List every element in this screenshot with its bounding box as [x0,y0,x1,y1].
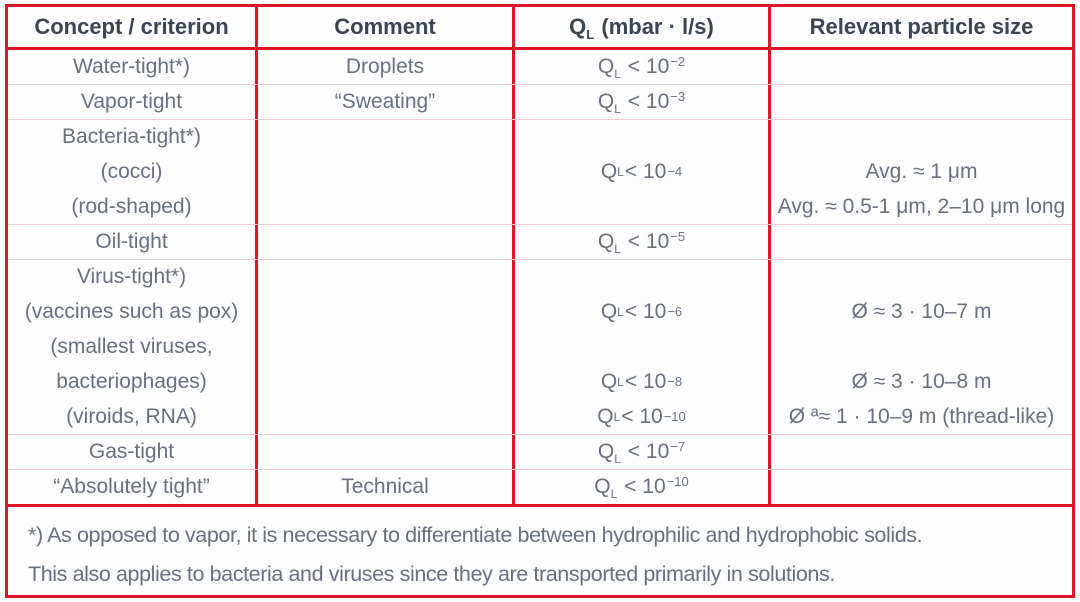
table-row-bacteria-tight [8,120,1072,225]
concept-text: Oil-tight [95,230,168,253]
spacer-line [515,120,768,155]
concept-cell [8,470,258,504]
concept-text: “Absolutely tight” [53,475,210,498]
table-row-absolutely-tight [8,470,1072,504]
leak-rate-value: $Q_L < 10^{-7}$ [597,439,686,466]
concept-text: Vapor-tight [80,90,183,113]
comment-cell [258,225,515,259]
leak-rate-value: Q L < 10 −4 [600,160,683,183]
concept-text: (vaccines such as pox) [24,300,239,323]
concept-lines [8,260,255,434]
particle-size-lines [771,120,1072,224]
table-row-vapor-tight [8,85,1072,120]
comment-text: Technical [341,475,429,498]
header-comment [258,7,515,47]
particle-size-cell [771,120,1072,224]
footnote [8,504,1072,592]
particle-size-text: Ø ≈ 3 · 10–8 m [851,370,992,393]
concept-cell [8,50,258,84]
leak-rate-cell [515,120,771,224]
concept-text: Virus-tight*) [76,265,187,288]
concept-text: Water-tight*) [72,55,191,78]
leak-rate-cell [515,225,771,259]
header-particle-size-label: Relevant particle size [809,14,1034,39]
spacer-line [771,120,1072,155]
particle-size-cell [771,225,1072,259]
comment-cell [258,120,515,224]
concept-text: (cocci) [100,160,163,183]
spacer-line [515,260,768,295]
table-row-water-tight [8,50,1072,85]
leak-rate-value: $Q_L < 10^{-5}$ [597,229,686,256]
comment-text: Droplets [345,55,425,78]
table-header-row [8,7,1072,50]
particle-size-text: Ø ª≈ 1 · 10–9 m (thread-like) [788,405,1055,428]
spacer-line [771,260,1072,295]
particle-size-text: Avg. ≈ 0.5-1 μm, 2–10 μm long [777,195,1066,218]
particle-size-cell [771,435,1072,469]
leak-rate-value: $Q_L < 10^{-10}$ [594,474,689,501]
leak-rate-value: Q L < 10 −6 [600,300,683,323]
comment-cell [258,260,515,434]
concept-lines [8,120,255,224]
leak-rate-value: Q L < 10 −8 [600,370,683,393]
concept-text: (smallest viruses, [50,335,213,358]
leak-rate-table [5,4,1075,598]
particle-size-text: Avg. ≈ 1 μm [865,160,978,183]
spacer-line [515,190,768,225]
concept-text: (viroids, RNA) [66,405,197,428]
leak-rate-cell [515,50,771,84]
header-leak-rate [515,7,771,47]
concept-cell [8,85,258,119]
leak-rate-lines [515,120,768,224]
comment-cell [258,435,515,469]
comment-cell [258,50,515,84]
concept-text: Bacteria-tight*) [62,125,201,148]
concept-text: (rod-shaped) [71,195,192,218]
particle-size-cell [771,50,1072,84]
leak-rate-cell [515,85,771,119]
spacer-line [515,330,768,365]
spacer-line [771,330,1072,365]
particle-size-text: Ø ≈ 3 · 10–7 m [851,300,992,323]
header-comment-label: Comment [334,14,436,39]
leak-rate-cell [515,435,771,469]
concept-text: bacteriophages) [56,370,207,393]
concept-cell [8,120,258,224]
comment-cell [258,470,515,504]
header-concept-criterion [8,7,258,47]
comment-cell [258,85,515,119]
concept-cell [8,260,258,434]
table-row-gas-tight [8,435,1072,470]
footnote-line-2: This also applies to bacteria and viruses since they are transported primarily in solutions. [28,562,835,586]
concept-text: Gas-tight [88,440,175,463]
particle-size-cell [771,260,1072,434]
table-row-virus-tight [8,260,1072,435]
header-concept-label: Concept / criterion [34,14,229,39]
particle-size-lines [771,260,1072,434]
leak-rate-cell [515,260,771,434]
header-leak-rate-label: $Q_L$ (mbar · l/s) [569,14,714,42]
footnote-line-1: *) As opposed to vapor, it is necessary to differentiate between hydrophilic and hydrophobic solids. [28,523,923,547]
leak-rate-cell [515,470,771,504]
header-particle-size [771,7,1072,47]
table-row-oil-tight [8,225,1072,260]
leak-rate-value: $Q_L < 10^{-3}$ [597,89,686,116]
concept-cell [8,435,258,469]
particle-size-cell [771,470,1072,504]
particle-size-cell [771,85,1072,119]
comment-text: “Sweating” [334,90,436,113]
leak-rate-value: Q L < 10 −10 [597,405,686,428]
leak-rate-lines [515,260,768,434]
concept-cell [8,225,258,259]
leak-rate-value: $Q_L < 10^{-2}$ [597,54,686,81]
